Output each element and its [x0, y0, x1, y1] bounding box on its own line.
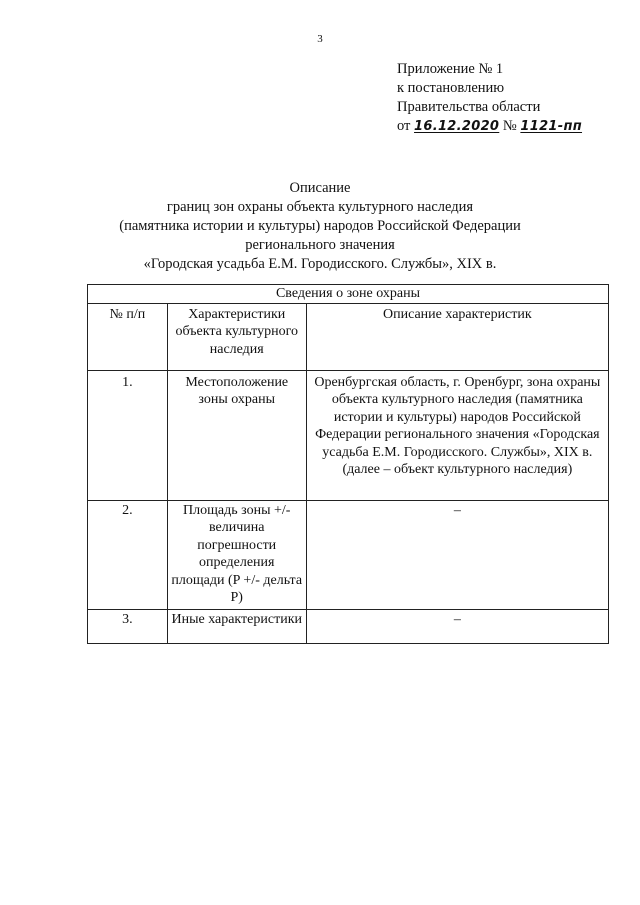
appendix-header: [397, 60, 582, 136]
date-prefix: от: [397, 118, 411, 134]
title-line-2: границ зон охраны объекта культурного наследия: [166, 199, 474, 215]
table-row: [88, 609, 609, 643]
title-line-3: (памятника истории и культуры) народов Российской Федерации: [119, 218, 521, 234]
appendix-resolution: к постановлению: [397, 80, 505, 96]
handwritten-number: 1121-пп: [520, 119, 583, 134]
table-caption: Сведения о зоне охраны: [88, 285, 609, 304]
handwritten-date: 16.12.2020: [414, 119, 500, 134]
header-number: № п/п: [88, 303, 168, 370]
zone-info-table: [87, 284, 609, 644]
title-line-4: регионального значения: [245, 237, 395, 253]
row-description: –: [306, 609, 608, 643]
title-line-1: Описание: [289, 180, 351, 196]
row-characteristic: Иные характеристики: [167, 609, 306, 643]
row-number: 1.: [88, 370, 168, 500]
row-characteristic: Местоположение зоны охраны: [167, 370, 306, 500]
document-title: [0, 179, 640, 274]
table-caption-row: [88, 285, 609, 304]
number-prefix: №: [502, 118, 517, 134]
appendix-title: Приложение № 1: [397, 61, 504, 77]
row-number: 3.: [88, 609, 168, 643]
header-characteristic: Характеристики объекта культурного наследия: [167, 303, 306, 370]
appendix-authority: Правительства области: [397, 99, 541, 115]
row-description: Оренбургская область, г. Оренбург, зона охраны объекта культурного наследия (памятника истории и культуры) народов Российской Федерации регионального значения «Городская усадьба Е.М. Городисского. Службы», XIX в. (далее – объект культурного наследия): [306, 370, 608, 500]
table-header-row: [88, 303, 609, 370]
table-row: [88, 500, 609, 609]
row-number: 2.: [88, 500, 168, 609]
row-characteristic: Площадь зоны +/- величина погрешности определения площади (P +/- дельта P): [167, 500, 306, 609]
row-description: –: [306, 500, 608, 609]
page-number: 3: [317, 33, 323, 45]
header-description: Описание характеристик: [306, 303, 608, 370]
appendix-date-line: [397, 117, 582, 136]
table-row: [88, 370, 609, 500]
title-line-5: «Городская усадьба Е.М. Городисского. Службы», XIX в.: [143, 256, 497, 272]
